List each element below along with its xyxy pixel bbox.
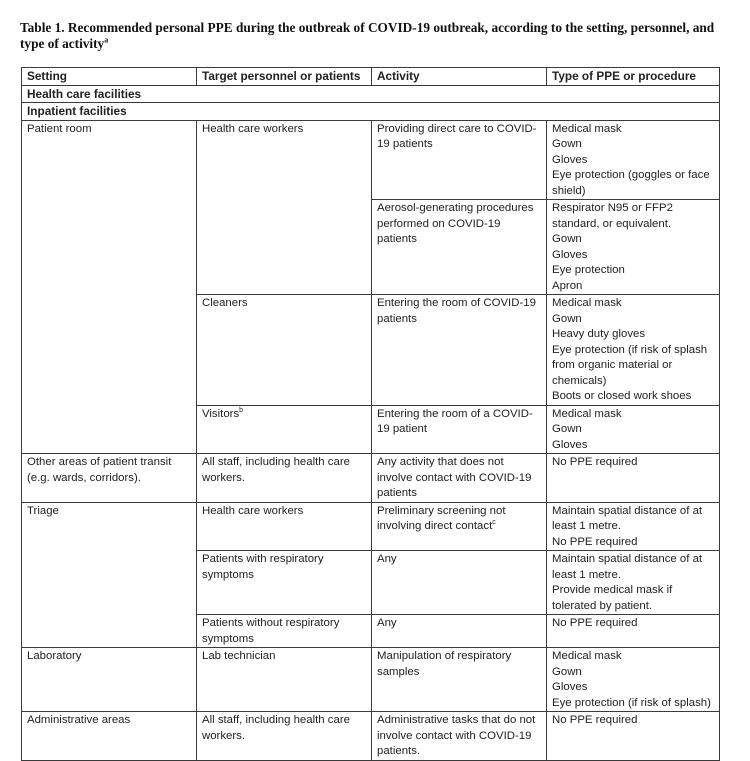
table-caption <box>20 20 725 52</box>
ppe-item: Maintain spatial distance of at least 1 metre. <box>552 504 703 532</box>
target-cell: Lab technician <box>197 648 372 712</box>
ppe-item: Provide medical mask if tolerated by patient. <box>552 584 673 612</box>
ppe-item: Gown <box>552 138 582 150</box>
ppe-item: Respirator N95 or FFP2 standard, or equivalent. <box>552 202 673 230</box>
ppe-cell <box>547 295 720 406</box>
footnote-marker: b <box>239 406 244 414</box>
ppe-item: Apron <box>552 279 583 292</box>
ppe-item: Medical mask <box>552 122 622 135</box>
header-setting: Setting <box>22 68 197 86</box>
ppe-table <box>21 67 720 761</box>
target-cell: Cleaners <box>197 295 372 406</box>
activity-cell: Entering the room of COVID-19 patients <box>372 295 547 406</box>
ppe-item: Medical mask <box>552 650 622 662</box>
activity-cell: Any <box>372 551 547 615</box>
activity-cell: Administrative tasks that do not involve contact with COVID-19 patients. <box>372 712 547 761</box>
section-inpatient: Inpatient facilities <box>22 103 720 121</box>
setting-cell: Laboratory <box>22 648 197 712</box>
header-target: Target personnel or patients <box>197 68 372 86</box>
ppe-item: Gloves <box>552 248 588 261</box>
target-cell: Health care workers <box>197 120 372 295</box>
activity-cell: Any <box>372 615 547 648</box>
table-row <box>22 712 720 761</box>
ppe-cell: No PPE required <box>547 712 720 761</box>
ppe-cell <box>547 200 720 295</box>
table-row <box>22 648 720 712</box>
ppe-cell <box>547 551 720 615</box>
table-row <box>22 502 720 551</box>
header-activity: Activity <box>372 68 547 86</box>
target-cell: All staff, including health care workers. <box>197 454 372 503</box>
ppe-item: Eye protection (goggles or face shield) <box>552 169 710 197</box>
ppe-item: Gown <box>552 665 582 678</box>
target-cell: Patients without respiratory symptoms <box>197 615 372 648</box>
ppe-cell: No PPE required <box>547 454 720 503</box>
ppe-item: Eye protection (if risk of splash) <box>552 696 711 709</box>
ppe-cell <box>547 502 720 551</box>
ppe-cell <box>547 120 720 200</box>
caption-text: Table 1. Recommended personal PPE during the outbreak of COVID-19 outbreak, according to the setting, personnel, and type of activity <box>20 20 715 51</box>
setting-cell: Triage <box>22 502 197 648</box>
ppe-item: Medical mask <box>552 407 622 420</box>
table-row <box>22 454 720 503</box>
table-row <box>22 120 720 200</box>
target-cell: All staff, including health care workers. <box>197 712 372 761</box>
setting-cell: Administrative areas <box>22 712 197 761</box>
activity-cell: Aerosol-generating procedures performed on COVID-19 patients <box>372 200 547 295</box>
activity-cell: Providing direct care to COVID-19 patients <box>372 120 547 200</box>
header-row <box>22 68 720 86</box>
ppe-item: Gloves <box>552 153 588 166</box>
ppe-item: Boots or closed work shoes <box>552 390 692 402</box>
activity-cell: Any activity that does not involve contact with COVID-19 patients <box>372 454 547 503</box>
ppe-item: Eye protection (if risk of splash from organic material or chemicals) <box>552 343 708 387</box>
target-cell: Patients with respiratory symptoms <box>197 551 372 615</box>
activity-cell: Entering the room of a COVID-19 patient <box>372 405 547 454</box>
ppe-item: Medical mask <box>552 297 622 309</box>
ppe-item: Gloves <box>552 681 588 693</box>
section-row <box>22 103 720 121</box>
ppe-item: Heavy duty gloves <box>552 328 646 340</box>
ppe-cell <box>547 405 720 454</box>
caption-footnote-marker: a <box>104 35 109 45</box>
ppe-item: No PPE required <box>552 535 638 548</box>
ppe-item: Maintain spatial distance of at least 1 metre. <box>552 553 703 581</box>
ppe-cell <box>547 648 720 712</box>
section-row <box>22 85 720 103</box>
setting-cell: Patient room <box>22 120 197 454</box>
footnote-marker: c <box>492 519 496 527</box>
target-text: Visitors <box>202 407 240 420</box>
activity-cell <box>372 502 547 551</box>
setting-cell: Other areas of patient transit (e.g. wards, corridors). <box>22 454 197 503</box>
ppe-item: Gown <box>552 233 582 245</box>
section-health-care: Health care facilities <box>22 85 720 103</box>
header-ppe: Type of PPE or procedure <box>547 68 720 86</box>
ppe-cell: No PPE required <box>547 615 720 648</box>
ppe-item: Gown <box>552 312 582 325</box>
activity-cell: Manipulation of respiratory samples <box>372 648 547 712</box>
target-cell <box>197 405 372 454</box>
ppe-item: Gloves <box>552 438 588 451</box>
ppe-item: Eye protection <box>552 264 625 276</box>
target-cell: Health care workers <box>197 502 372 551</box>
activity-text: Preliminary screening not involving direct contact <box>377 504 506 532</box>
ppe-item: Gown <box>552 423 582 435</box>
